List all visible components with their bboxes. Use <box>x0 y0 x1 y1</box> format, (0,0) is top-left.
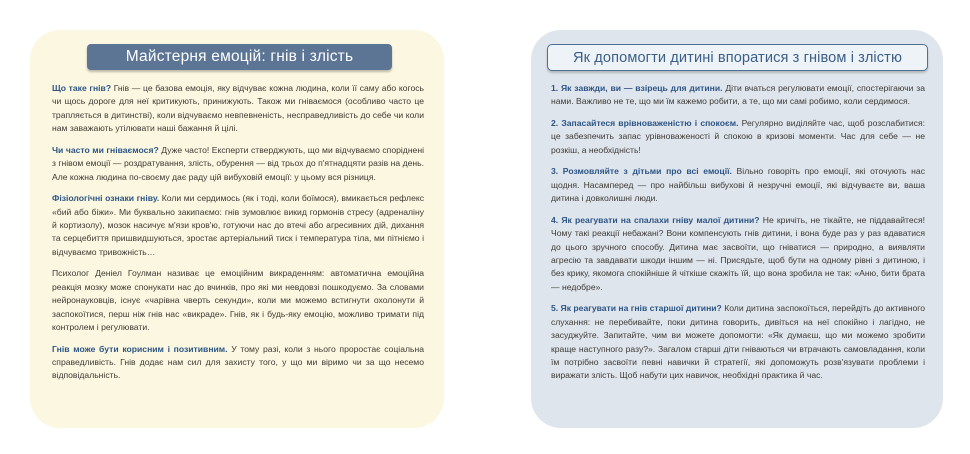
left-title: Майстерня емоцій: гнів і злість <box>87 44 392 70</box>
paragraph-text: У тому разі, коли з нього проростає соціальна справедливість. Гнів додає нам сил для захисту того, у що ми віримо чи за що несемо відповідальність. <box>52 343 424 381</box>
paragraph-lead: Фізіологічні ознаки гніву. <box>52 193 160 204</box>
paragraph-text: Не кричіть, не тікайте, не піддавайтеся! Чому такі реакції небажані? Вони компенсують гнів дитини, і вона буде раз у раз вдаватися до цього зручного способу. Дитина має засвоїти, що гніватися — природно, а виявляти агресію та завдавати шкоди іншим — ні. Присядьте, щоб бути на одному рівні з дитиною, і без крику, якомога спокійніше й чіткіше скажіть їй, що вона зробила не так: «Аню, бити брата — недобре». <box>551 214 925 292</box>
paragraph-lead: 4. Як реагувати на спалахи гніву малої дитини? <box>551 214 760 225</box>
paragraph-lead: 3. Розмовляйте з дітьми про всі емоції. <box>551 166 732 177</box>
paragraph-text: Діти вчаться регулювати емоції, спостерігаючи за нами. Важливо не те, що ми їм кажемо робити, а те, що ми самі робимо, коли сердимося. <box>551 83 925 107</box>
right-paragraph-4 <box>551 214 925 294</box>
paragraph-text: Коли ми сердимось (як і тоді, коли боїмося), вмикається рефлекс «бий або біжи». Ми буквально закипаємо: гнів зумовлює викид гормонів стресу (адреналіну й кортизолу), мозок насичує м'язи кров'ю, готуючи нас до втечі або агресивних дій, дихання та серцебиття пришвидшуються, зростає артеріальний тиск і температура тіла, ми пітніємо і відчуваємо тривожність… <box>52 193 425 257</box>
paragraph-text: Регулярно виділяйте час, щоб розслабитися: це забезпечить запас урівноваженості й спокою в кризові моменти. Час для себе — не розкіш, а необхідність! <box>551 118 925 155</box>
paragraph-lead: Гнів може бути корисним і позитивним. <box>52 343 228 354</box>
paragraph-text: Дуже часто! Експерти стверджують, що ми відчуваємо споріднені з гнівом емоції — роздратування, злість, обурення — від трьох до п'ятнадцяти разів на день. Але кожна людина по-своєму дає раду цій вибуховій емоції: у цьому вся різниця. <box>52 144 424 182</box>
right-paragraph-2 <box>551 117 925 157</box>
right-paragraph-3 <box>551 165 925 205</box>
paragraph-text: Гнів — це базова емоція, яку відчуває кожна людина, коли її саму або когось чи щось дороге для неї критикують, принижують. Також ми гніваємося (особливо часто це трапляється в дитинстві), коли відчуваємо невпевненість, несправедливість до себе чи коли нам заважають утілювати наші бажання й цілі. <box>52 83 424 134</box>
right-paragraph-5 <box>551 302 925 382</box>
left-paragraph-2 <box>52 144 424 184</box>
paragraph-text: Вільно говоріть про емоції, які оточують нас щодня. Насамперед — про найбільш вибухові й незручні емоції, які відчуваєте ви, ваша дитина і довколишні люди. <box>551 166 926 204</box>
paragraph-lead: 1. Як завжди, ви — взірець для дитини. <box>551 83 723 93</box>
right-paragraph-1 <box>551 82 925 109</box>
left-paragraph-1 <box>52 82 424 136</box>
paragraph-text: Психолог Деніел Гоулман називає це емоційним викраденням: автоматична емоційна реакція мозку може спонукати нас до вчинків, про які ми невдовзі пошкодуємо. За словами нейронауковців, існує «чарівна чверть секунди», коли ми можемо встигнути охолонути й заспокоїтися, перш ніж гнів нас «викраде». Гнів, як і будь-яку емоцію, можливо тримати під контролем і регулювати. <box>52 268 424 333</box>
right-content <box>551 82 925 391</box>
paragraph-lead: Чи часто ми гніваємося? <box>52 144 159 155</box>
left-paragraph-3 <box>52 192 424 259</box>
paragraph-text: Коли дитина заспокоїться, перейдіть до активного слухання: не перебивайте, поки дитина говорить, дивіться на неї спокійно і лагідно, не засуджуйте. Запитайте, чим ви можете допомогти: «Як думаєш, що ми можемо зробити краще наступного разу?». Загалом старші діти гніваються чи втрачають самовладання, коли їм потрібно засвоїти певні навички й стратегії, які допоможуть розв'язувати проблеми і виражати злість. Щоб набути цих навичок, необхідні практика й час. <box>551 303 925 381</box>
paragraph-lead: 2. Запасайтеся врівноваженістю і спокоєм. <box>551 118 739 128</box>
left-panel <box>30 30 444 428</box>
paragraph-lead: 5. Як реагувати на гнів старшої дитини? <box>551 303 722 314</box>
left-content <box>52 82 424 391</box>
right-title: Як допомогти дитині впоратися з гнівом і злістю <box>547 44 928 71</box>
paragraph-lead: Що таке гнів? <box>52 83 112 93</box>
left-paragraph-5 <box>52 343 424 383</box>
right-panel <box>531 30 943 428</box>
left-paragraph-4 <box>52 267 424 334</box>
